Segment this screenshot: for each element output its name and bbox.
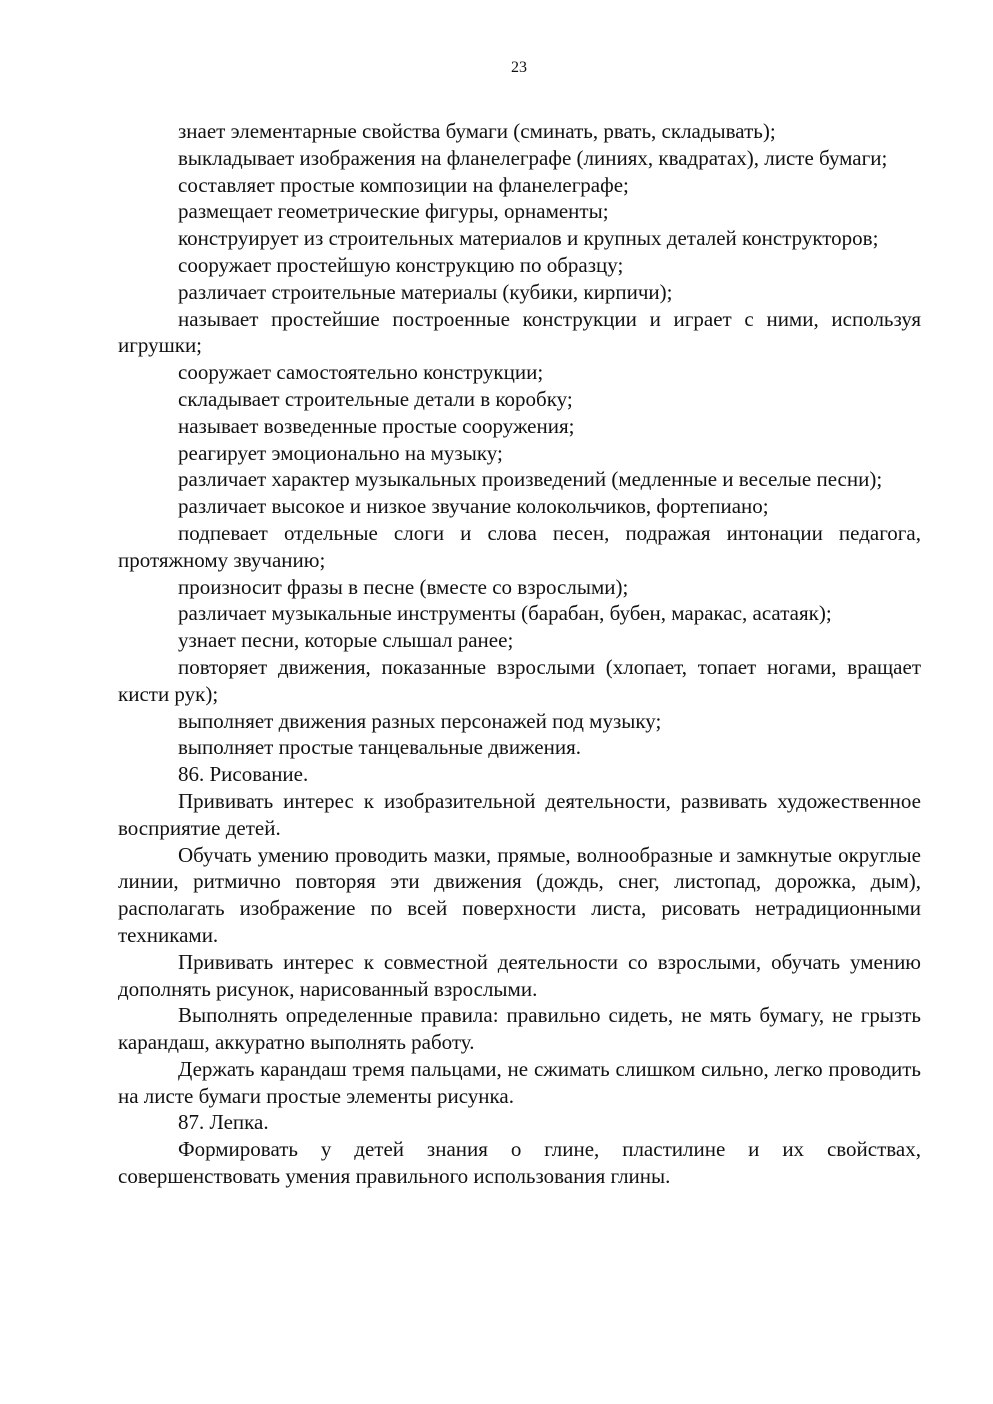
paragraph: различает строительные материалы (кубики, кирпичи); — [178, 279, 673, 304]
paragraph: произносит фразы в песне (вместе со взрослыми); — [178, 574, 629, 599]
paragraph: называет простейшие построенные конструкции и играет с ними, используя игрушки; — [118, 306, 921, 358]
page-number: 23 — [511, 59, 527, 76]
paragraph: выполняет движения разных персонажей под музыку; — [178, 708, 662, 733]
paragraph: называет возведенные простые сооружения; — [178, 413, 575, 438]
paragraph: размещает геометрические фигуры, орнаменты; — [178, 199, 609, 224]
paragraph: Прививать интерес к совместной деятельности со взрослыми, обучать умению дополнять рисунок, нарисованный взрослыми. — [118, 949, 921, 1001]
paragraph: Прививать интерес к изобразительной деятельности, развивать художественное восприятие детей. — [118, 788, 921, 840]
paragraph: реагирует эмоционально на музыку; — [178, 440, 503, 465]
paragraph: складывает строительные детали в коробку; — [178, 386, 573, 411]
section-heading: 87. Лепка. — [178, 1110, 269, 1135]
document-body — [118, 118, 921, 1190]
paragraph: различает музыкальные инструменты (барабан, бубен, маракас, асатаяк); — [178, 601, 832, 626]
section-heading: 86. Рисование. — [178, 762, 309, 787]
paragraph: Формировать у детей знания о глине, пластилине и их свойствах, совершенствовать умения правильного использования глины. — [118, 1137, 921, 1189]
paragraph: сооружает самостоятельно конструкции; — [178, 360, 544, 385]
paragraph: выкладывает изображения на фланелеграфе (линиях, квадратах), листе бумаги; — [178, 145, 888, 170]
paragraph: знает элементарные свойства бумаги (сминать, рвать, складывать); — [178, 119, 776, 143]
paragraph: узнает песни, которые слышал ранее; — [178, 628, 514, 653]
paragraph: составляет простые композиции на фланелеграфе; — [178, 172, 629, 197]
paragraph: конструирует из строительных материалов и крупных деталей конструкторов; — [178, 226, 879, 251]
paragraph: Выполнять определенные правила: правильно сидеть, не мять бумагу, не грызть карандаш, аккуратно выполнять работу. — [118, 1003, 921, 1055]
paragraph: повторяет движения, показанные взрослыми (хлопает, топает ногами, вращает кисти рук); — [118, 654, 921, 706]
paragraph: подпевает отдельные слоги и слова песен, подражая интонации педагога, протяжному звучанию; — [118, 520, 921, 572]
paragraph: выполняет простые танцевальные движения. — [178, 735, 581, 760]
paragraph: Обучать умению проводить мазки, прямые, волнообразные и замкнутые округлые линии, ритмично повторяя эти движения (дождь, снег, листопад, дорожка, дым), располагать изображение по всей поверхности листа, рисовать нетрадиционными техниками. — [118, 842, 921, 947]
paragraph: сооружает простейшую конструкцию по образцу; — [178, 252, 624, 277]
paragraph: различает характер музыкальных произведений (медленные и веселые песни); — [178, 467, 883, 492]
paragraph: Держать карандаш тремя пальцами, не сжимать слишком сильно, легко проводить на листе бумаги простые элементы рисунка. — [118, 1056, 921, 1108]
paragraph: различает высокое и низкое звучание колокольчиков, фортепиано; — [178, 494, 769, 519]
